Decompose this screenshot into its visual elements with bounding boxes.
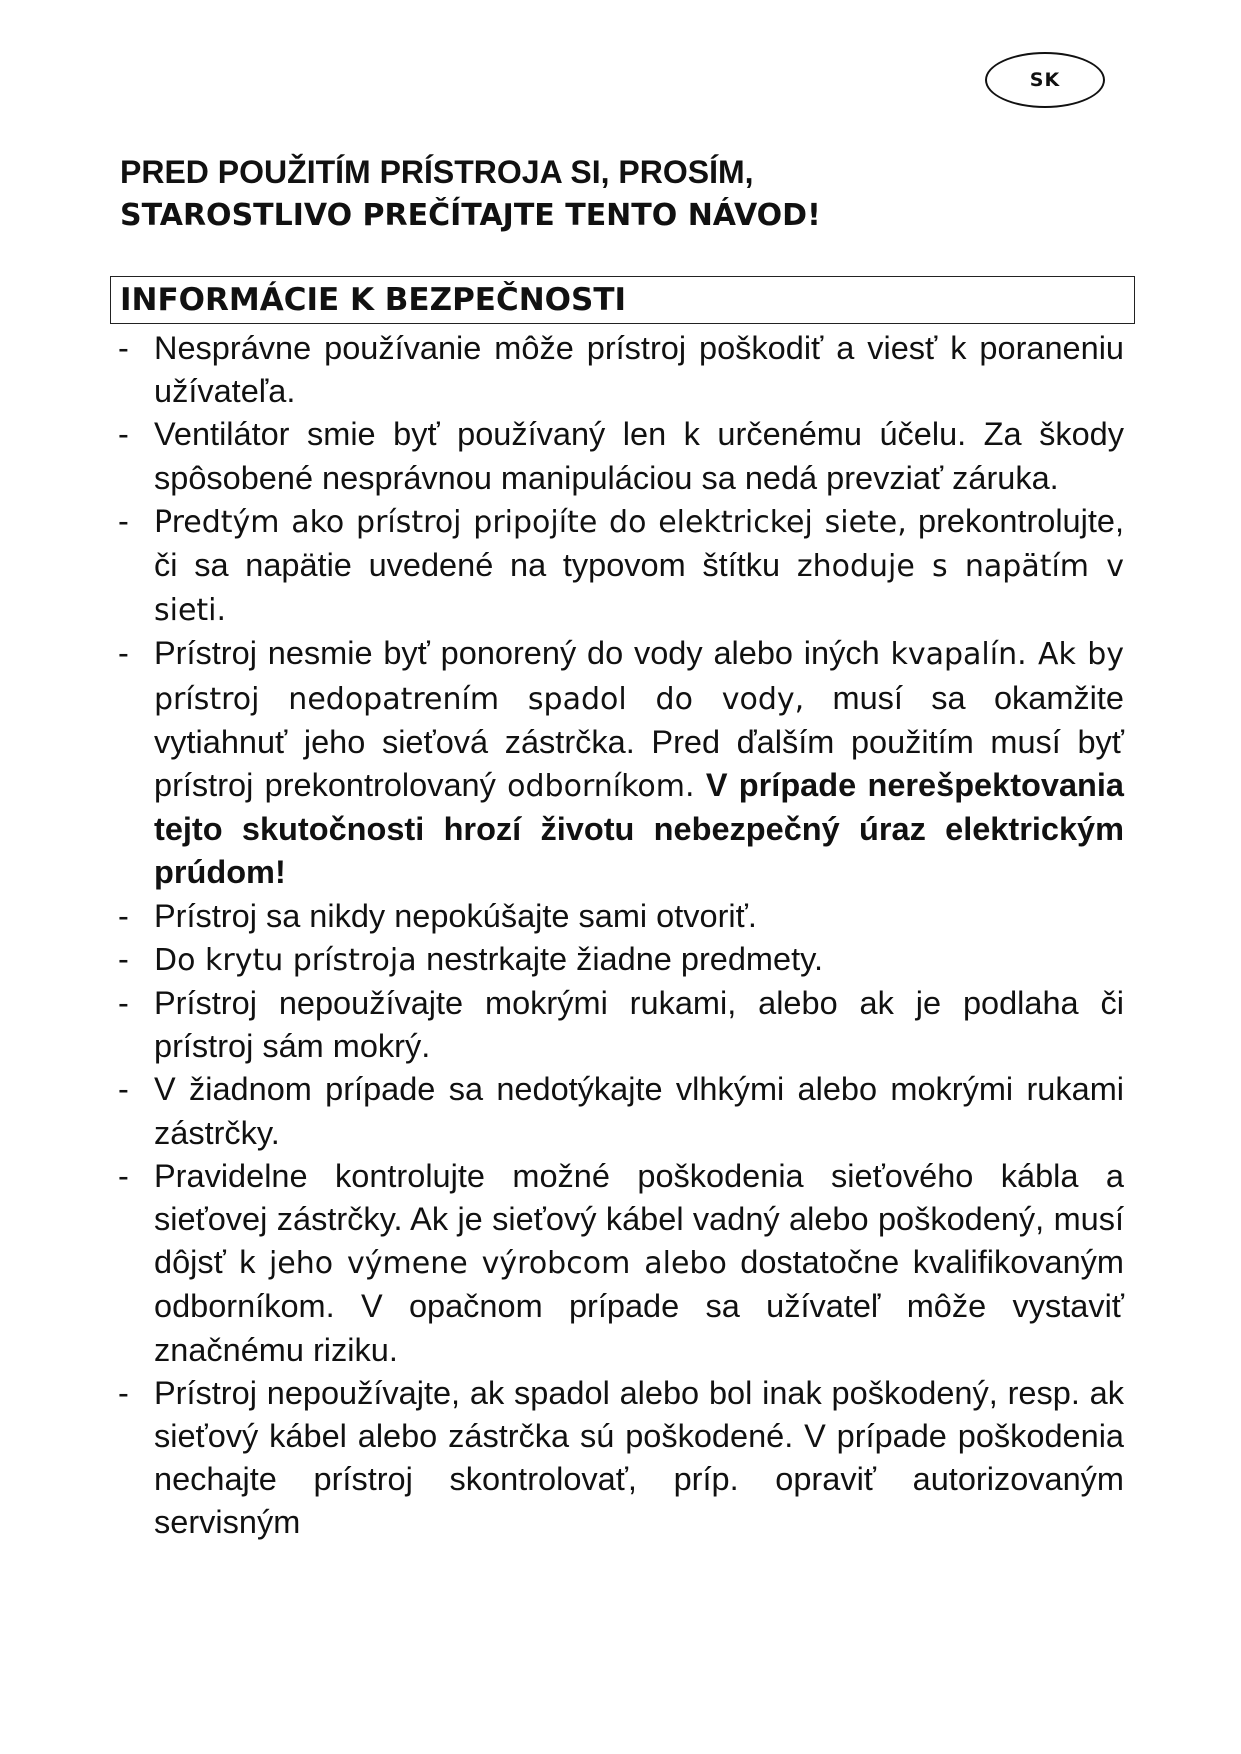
list-item: [114, 938, 1124, 982]
item-text: Do krytu prístroja: [154, 942, 427, 978]
item-text: Prístroj nepoužívajte, ak spadol alebo bol inak poškodený, resp. ak sieťový kábel alebo zástrčka sú poškodené. V prípade poškodenia nechajte prístroj skontrolovať, príp. opraviť autorizovaným servisným: [154, 1374, 1124, 1541]
item-text: Prístroj nepoužívajte mokrými rukami, alebo ak je podlaha či prístroj sám mokrý.: [154, 985, 1124, 1065]
item-text: [695, 767, 706, 803]
item-text: odborníkom.: [507, 769, 695, 805]
item-text: Prístroj nesmie byť ponorený do vody alebo iných: [154, 635, 891, 672]
item-text: musí sa okamžite vytiahnuť jeho sieťová zástrčka. Pred ďalším použitím musí byť prístroj prekontrolovaný: [154, 679, 1124, 804]
item-text: prekontrolujte, či sa napätie uvedené na typovom štítku: [154, 502, 1124, 584]
warning-text: V prípade nerešpektovania tejto skutočnosti hrozí životu nebezpečný úraz elektrickým prúdom!: [154, 767, 1124, 891]
list-item: [114, 895, 1124, 938]
list-item: [114, 413, 1124, 499]
language-badge: SK: [985, 52, 1105, 108]
item-text: V žiadnom prípade sa nedotýkajte vlhkými alebo mokrými rukami zástrčky.: [154, 1071, 1124, 1151]
section-title-safety: [110, 276, 1135, 324]
list-item: [114, 982, 1124, 1068]
item-text: dostatočne kvalifikovaným odborníkom. V opačnom prípade sa užívateľ môže vystaviť značnému riziku.: [154, 1244, 1125, 1368]
item-text: jeho výmene výrobcom alebo: [268, 1246, 727, 1282]
item-text: Nesprávne používanie môže prístroj poškodiť a viesť k poraneniu užívateľa.: [154, 330, 1124, 410]
list-item: [114, 500, 1124, 633]
item-text: Prístroj sa nikdy nepokúšajte sami otvoriť.: [154, 897, 757, 934]
intro-line-2: STAROSTLIVO PREČÍTAJTE TENTO NÁVOD!: [120, 198, 821, 233]
item-text: Predtým ako prístroj pripojíte do elektrickej siete,: [154, 504, 907, 540]
safety-list: [114, 327, 1124, 1545]
item-text: kvapalín. Ak by prístroj nedopatrením spadol do vody,: [154, 637, 1124, 717]
item-text: Pravidelne kontrolujte možné poškodenia sieťového kábla a sieťovej zástrčky. Ak je sieťový kábel vadný alebo poškodený, musí dôjsť k: [154, 1157, 1124, 1281]
list-item: [114, 327, 1124, 413]
item-text: Ventilátor smie byť používaný len k určenému účelu. Za škody spôsobené nesprávnou manipuláciou sa nedá prevziať záruka.: [154, 416, 1124, 496]
intro-heading: [120, 150, 1120, 238]
section-title-part-a: INFORMÁCIE K BEZPEČ: [120, 282, 519, 318]
list-item: [114, 1068, 1124, 1154]
list-item: [114, 1372, 1124, 1545]
list-item: [114, 1155, 1124, 1372]
item-text: zhoduje s napätím v sieti.: [154, 549, 1125, 629]
list-item: [114, 632, 1124, 894]
intro-line-1: PRED POUŽITÍM PRÍSTROJA SI, PROSÍM,: [120, 154, 754, 190]
section-title-part-b: NOSTI: [518, 282, 627, 318]
item-text: nestrkajte žiadne predmety.: [426, 940, 823, 977]
